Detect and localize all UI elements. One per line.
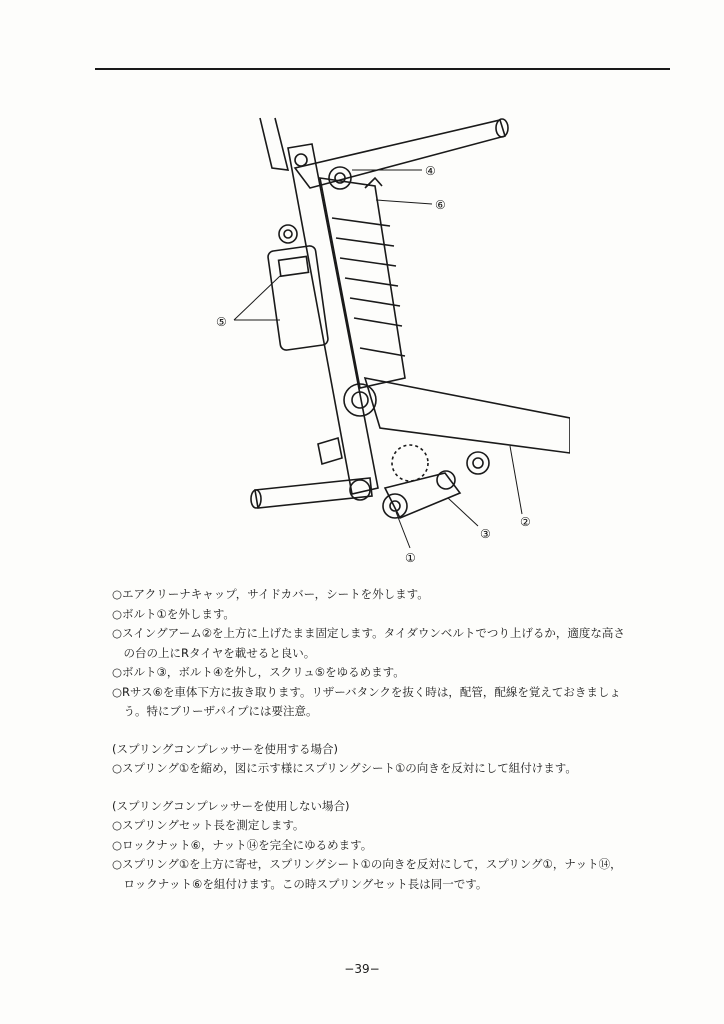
step-line: ○ボルト③，ボルト④を外し，スクリュ⑤をゆるめます。 [112, 665, 405, 679]
instructions [112, 585, 677, 894]
lower-link-bolt [383, 494, 407, 518]
step-line: ○ボルト①を外します。 [112, 606, 235, 621]
frame-hole [295, 154, 307, 166]
step-line: の台の上にRタイヤを載せると良い。 [112, 645, 316, 660]
callout-4: ④ [425, 164, 436, 178]
reservoir-cap [279, 225, 297, 243]
section-heading-without-compressor: (スプリングコンプレッサーを使用しない場合) [112, 798, 350, 813]
step-line: ○エアクリーナキャップ，サイドカバー，シートを外します。 [112, 587, 429, 601]
diagram-svg [200, 108, 570, 570]
upper-frame-tube [295, 120, 505, 188]
step-line: ○スプリングセット長を測定します。 [112, 818, 305, 832]
bracket [318, 438, 342, 464]
link-plate [392, 445, 428, 481]
step-line: ○ロックナット⑥，ナット⑭を完全にゆるめます。 [112, 837, 373, 852]
link-rear-mount [467, 452, 489, 474]
top-rule [95, 68, 670, 70]
callout-2: ② [520, 515, 531, 529]
step-line: ○スプリング①を上方に寄せ，スプリングシート①の向きを反対にして，スプリング①，ナット⑭， [112, 857, 622, 871]
step-line: ○Rサス⑥を車体下方に抜き取ります。リザーバタンクを抜く時は，配管，配線を覚えておきましょ [112, 684, 621, 699]
callout-3: ③ [480, 527, 491, 541]
callout-6: ⑥ [435, 198, 446, 212]
swing-arm [365, 378, 570, 453]
section-heading-with-compressor: (スプリングコンプレッサーを使用する場合) [112, 741, 338, 756]
step-line: ロックナット⑥を組付けます。この時スプリングセット長は同一です。 [112, 876, 488, 891]
step-line: ○スプリング①を縮め，図に示す様にスプリングシート①の向きを反対にして組付けます。 [112, 761, 577, 775]
step-line: う。特にブリーザパイプには要注意。 [112, 704, 318, 718]
step-line: ○スイングアーム②を上方に上げたまま固定します。タイダウンベルトでつり上げるか，適度な高さ [112, 626, 625, 640]
callout-5: ⑤ [216, 315, 227, 329]
rear-suspension-diagram [200, 108, 570, 570]
upper-left-tube [260, 118, 288, 170]
callout-1: ① [405, 551, 416, 565]
shock-absorber [320, 178, 405, 388]
page-number: −39− [344, 962, 380, 976]
reservoir-tank [267, 245, 328, 351]
